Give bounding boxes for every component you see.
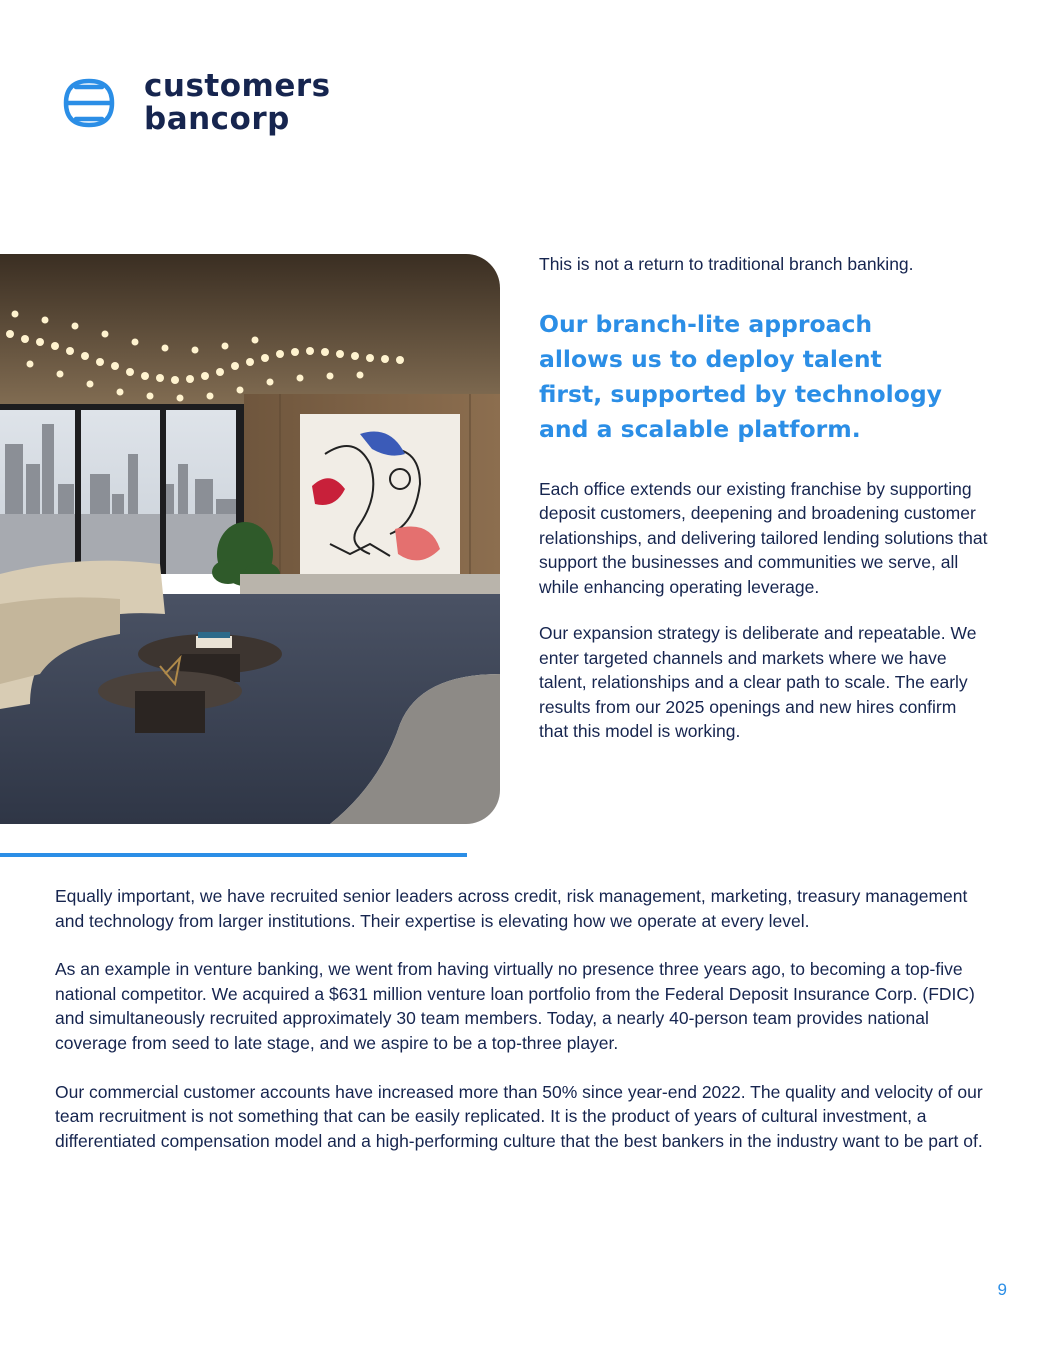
right-paragraph: Our expansion strategy is deliberate and repeatable. We enter targeted channels and markets where we have talent, relationships and a clear path to scale. The early results from our 2025 openings and new hires confirm that this model is working.	[539, 623, 977, 741]
customers-bancorp-logo-icon	[58, 73, 120, 133]
body-paragraph: As an example in venture banking, we went from having virtually no presence three years ago, to becoming a top-five national competitor. We acquired a $631 million venture loan portfolio from the Federal Deposit Insurance Corp. (FDIC) and simultaneously recruited approximately 30 team members. Today, a nearly 40-person team provides national coverage from seed to late stage, and we aspire to be a top-three player.	[55, 959, 975, 1053]
right-paragraph: Each office extends our existing franchise by supporting deposit customers, deepening and broadening customer relationships, and delivering tailored lending solutions that support the businesses and communities we serve, all while enhancing operating leverage.	[539, 478, 988, 597]
section-divider	[0, 853, 467, 857]
intro-text: This is not a return to traditional branch banking.	[539, 254, 914, 274]
brand-wordmark	[144, 70, 331, 136]
page-number: 9	[997, 1280, 1007, 1299]
body-paragraph: Our commercial customer accounts have increased more than 50% since year-end 2022. The quality and velocity of our team recruitment is not something that can be easily replicated. It is the product of years of cultural investment, a differentiated compensation model and a high-performing culture that the best bankers in the industry want to be part of.	[55, 1081, 983, 1151]
office-lounge-photo	[0, 254, 500, 824]
body-text	[55, 884, 995, 1177]
brand-name-line1: customers	[144, 68, 331, 104]
brand-name-line2: bancorp	[144, 101, 290, 137]
right-column	[539, 252, 989, 744]
brand-logo	[58, 70, 331, 136]
pull-quote: Our branch-lite approach allows us to deploy talent first, supported by technology and a scalable platform.	[539, 309, 942, 443]
body-paragraph: Equally important, we have recruited senior leaders across credit, risk management, marketing, treasury management and technology from larger institutions. Their expertise is elevating how we operate at every level.	[55, 886, 968, 931]
